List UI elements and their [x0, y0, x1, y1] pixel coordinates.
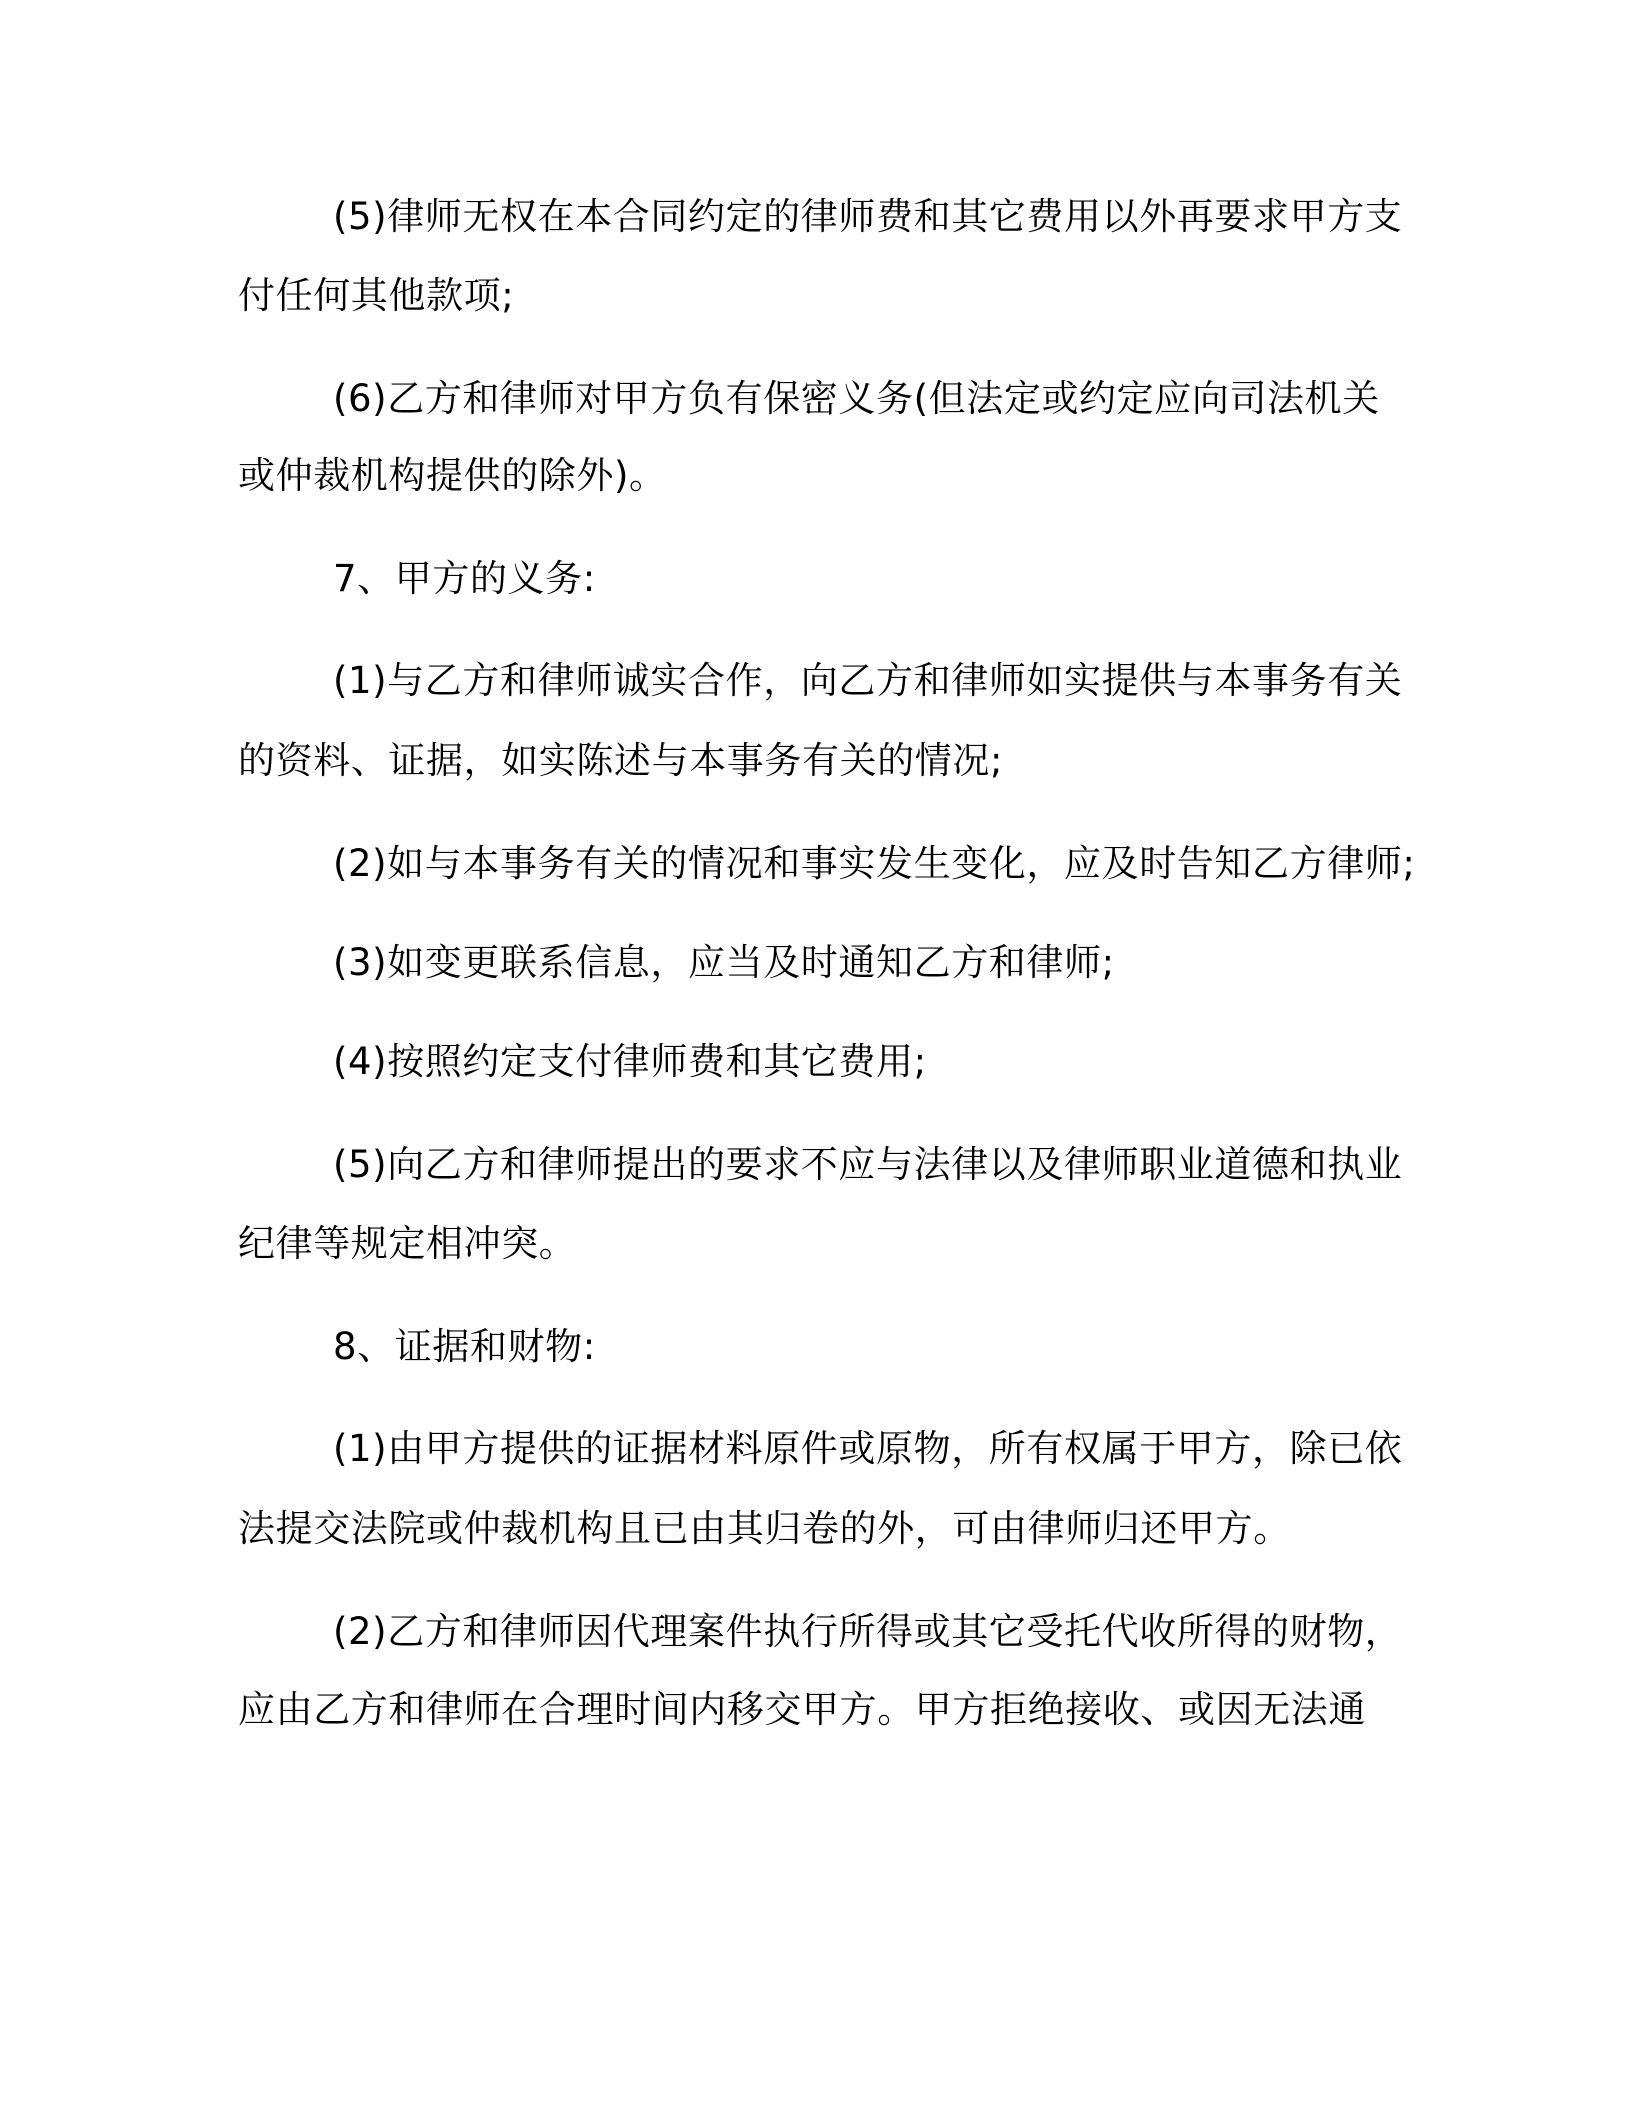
paragraph-line: (1)由甲方提供的证据材料原件或原物，所有权属于甲方，除已依: [333, 1427, 1403, 1470]
paragraph-line: (5)律师无权在本合同约定的律师费和其它费用以外再要求甲方支: [333, 195, 1403, 238]
paragraph-line: 纪律等规定相冲突。: [238, 1222, 577, 1265]
paragraph-line: (2)如与本事务有关的情况和事实发生变化，应及时告知乙方律师;: [333, 842, 1416, 885]
paragraph-line: (6)乙方和律师对甲方负有保密义务(但法定或约定应向司法机关: [333, 377, 1380, 420]
paragraph-line: (1)与乙方和律师诚实合作，向乙方和律师如实提供与本事务有关: [333, 659, 1403, 702]
paragraph-line: 或仲裁机构提供的除外)。: [238, 454, 667, 497]
paragraph-line: (2)乙方和律师因代理案件执行所得或其它受托代收所得的财物，: [333, 1610, 1403, 1653]
paragraph-line: 的资料、证据，如实陈述与本事务有关的情况;: [238, 739, 1004, 782]
paragraph-line: 法提交法院或仲裁机构且已由其归卷的外，可由律师归还甲方。: [238, 1507, 1291, 1550]
paragraph-line: (3)如变更联系信息，应当及时通知乙方和律师;: [333, 941, 1115, 984]
paragraph-line: 付任何其他款项;: [238, 274, 515, 317]
paragraph-line: (4)按照约定支付律师费和其它费用;: [333, 1040, 927, 1083]
section-heading-8: 8、证据和财物:: [333, 1325, 596, 1368]
paragraph-line: (5)向乙方和律师提出的要求不应与法律以及律师职业道德和执业: [333, 1143, 1403, 1186]
paragraph-line: 应由乙方和律师在合理时间内移交甲方。甲方拒绝接收、或因无法通: [238, 1688, 1366, 1731]
section-heading-7: 7、甲方的义务:: [333, 557, 596, 600]
